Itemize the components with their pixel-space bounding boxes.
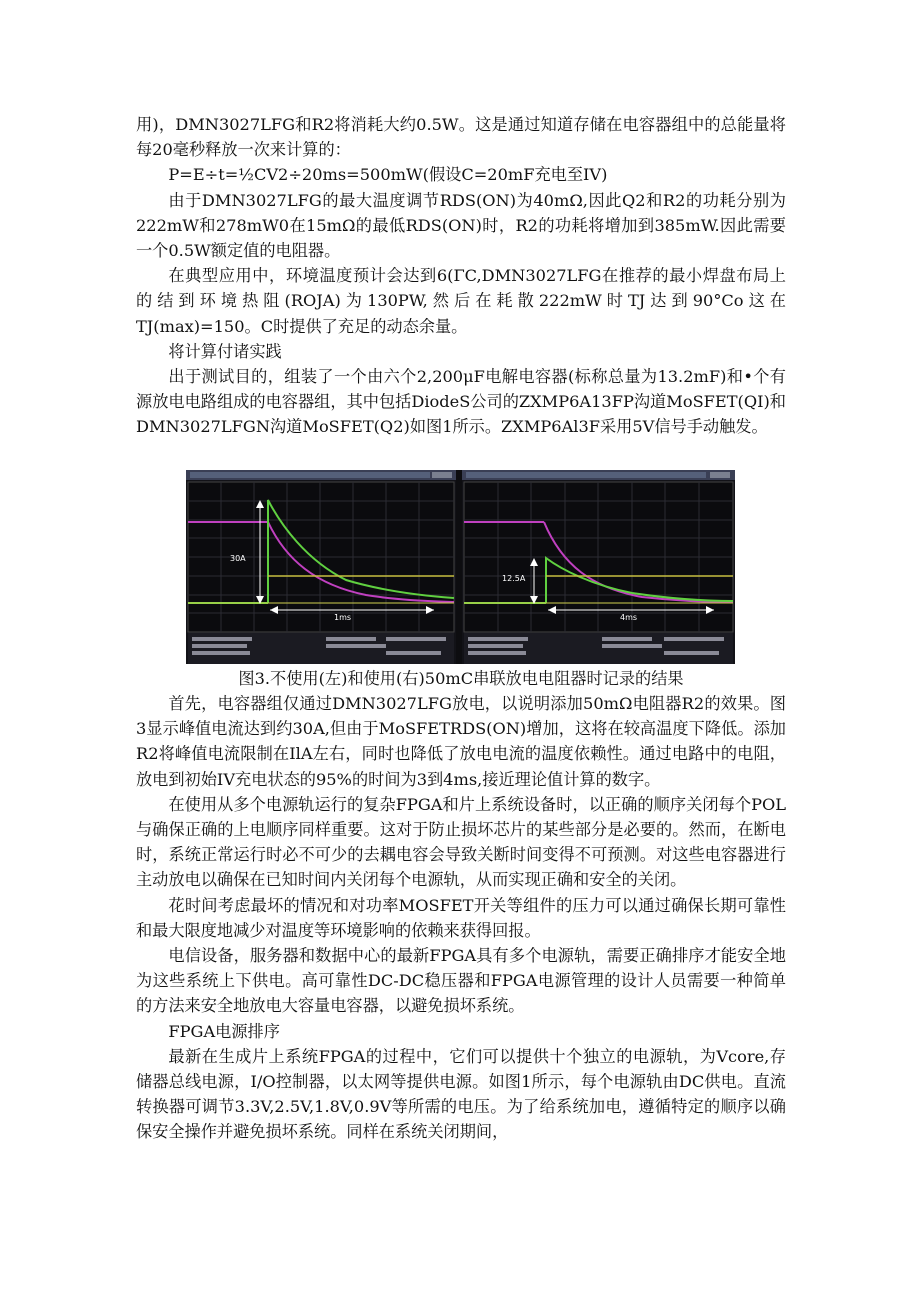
text-block-bottom xyxy=(136,691,786,1145)
scope-left-trace xyxy=(186,470,456,664)
left-amplitude-label: 30A xyxy=(230,554,246,563)
paragraph-power-consumption: 用)，DMN3027LFG和R2将消耗大约0.5W。这是通过知道存储在电容器组中的总能量将每20毫秒释放一次来计算的： xyxy=(136,115,786,160)
section-heading-practice: 将计算付诸实践 xyxy=(168,341,282,361)
figure-caption: 图3.不使用(左)和使用(右)50mC串联放电电阻器时记录的结果 xyxy=(238,669,684,688)
left-time-label: 1ms xyxy=(334,613,352,622)
paragraph-thermal: 在典型应用中，环境温度预计会达到6(ΓC,DMN3027LFG在推荐的最小焊盘布局上的结到环境热阻(ROJA)为130PW,然后在耗散222mW时TJ达到90°Co这在TJ(max)=150。C时提供了充足的动态余量。 xyxy=(136,266,786,336)
oscilloscope-figure xyxy=(186,470,735,664)
paragraph-results: 首先，电容器组仅通过DMN3027LFG放电，以说明添加50mΩ电阻器R2的效果。图3显示峰值电流达到约30A,但由于MoSFETRDS(ON)增加，这将在较高温度下降低。添加R2将峰值电流限制在IlA左右，同时也降低了放电电流的温度依赖性。通过电路中的电阻，放电到初始IV充电状态的95%的时间为3到4ms,接近理论值计算的数字。 xyxy=(136,694,786,789)
paragraph-fpga-shutdown: 在使用从多个电源轨运行的复杂FPGA和片上系统设备时，以正确的顺序关闭每个POL与确保正确的上电顺序同样重要。这对于防止损坏芯片的某些部分是必要的。然而，在断电时，系统正常运行时必不可少的去耦电容会导致关断时间变得不可预测。对这些电容器进行主动放电以确保在已知时间内关闭每个电源轨，从而实现正确和安全的关闭。 xyxy=(136,794,786,890)
right-time-label: 4ms xyxy=(620,613,638,622)
section-heading-fpga: FPGA电源排序 xyxy=(168,1021,280,1041)
paragraph-test-setup: 出于测试目的，组装了一个由六个2,200μF电解电容器(标称总量为13.2mF)和•个有源放电电路组成的电容器组，其中包括DiodeS公司的ZXMP6A13FP沟道MoSFET(QI)和DMN3027LFGN沟道MoSFET(Q2)如图1所示。ZXMP6Al3F采用5V信号手动触发。 xyxy=(136,367,786,437)
scope-left xyxy=(186,470,456,664)
right-amplitude-label: 12.5A xyxy=(502,574,526,583)
formula-line: P=E÷t=½CV2÷20ms=500mW(假设C=20mF充电至IV) xyxy=(168,165,608,185)
paragraph-worst-case: 花时间考虑最坏的情况和对功率MOSFET开关等组件的压力可以通过确保长期可靠性和最大限度地减少对温度等环境影响的依赖来获得回报。 xyxy=(136,895,786,940)
scope-right-trace xyxy=(462,470,735,664)
paragraph-fpga-sequencing: 最新在生成片上系统FPGA的过程中，它们可以提供十个独立的电源轨，为Vcore,存储器总线电源，I/O控制器，以太网等提供电源。如图1所示，每个电源轨由DC供电。直流转换器可调节3.3V,2.5V,1.8V,0.9V等所需的电压。为了给系统加电，遵循特定的顺序以确保安全操作并避免损坏系统。同样在系统关闭期间， xyxy=(136,1046,786,1142)
paragraph-telecom: 电信设备，服务器和数据中心的最新FPGA具有多个电源轨，需要正确排序才能安全地为这些系统上下供电。高可靠性DC-DC稳压器和FPGA电源管理的设计人员需要一种简单的方法来安全地放电大容量电容器，以避免损坏系统。 xyxy=(136,946,786,1016)
paragraph-rds-on: 由于DMN3027LFG的最大温度调节RDS(ON)为40mΩ,因此Q2和R2的功耗分别为222mW和278mW0在15mΩ的最低RDS(ON)时，R2的功耗将增加到385mW.因此需要一个0.5W额定值的电阻器。 xyxy=(136,190,786,261)
scope-right xyxy=(462,470,735,664)
text-block-top xyxy=(136,112,786,440)
